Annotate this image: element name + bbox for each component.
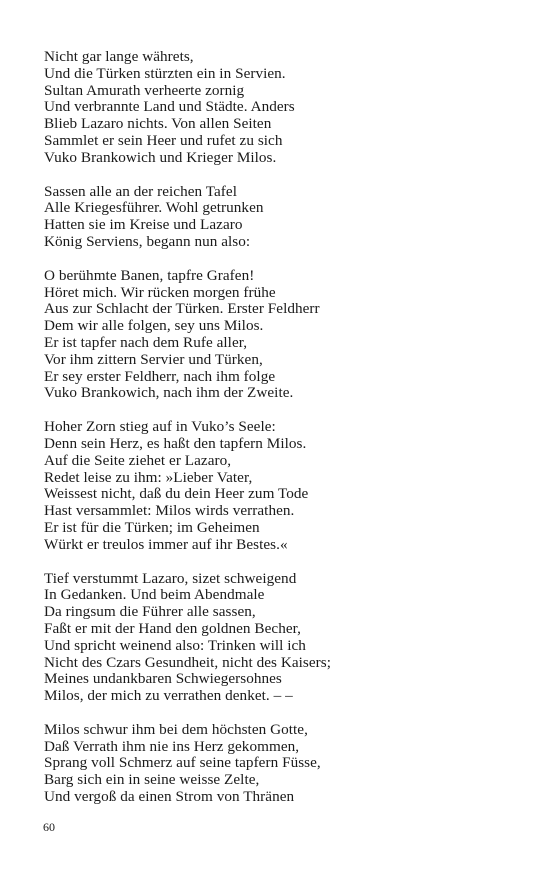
poem-line: Denn sein Herz, es haßt den tapfern Milos. (44, 434, 307, 452)
poem-line: Blieb Lazaro nichts. Von allen Seiten (44, 115, 272, 133)
poem-line: Redet leise zu ihm: »Lieber Vater, (44, 468, 253, 486)
poem-line: Daß Verrath ihm nie ins Herz gekommen, (44, 737, 300, 755)
poem-line: In Gedanken. Und beim Abendmale (44, 586, 265, 604)
stanza-5 (44, 571, 514, 705)
stanza-2 (44, 184, 514, 251)
poem-line: Tief verstummt Lazaro, sizet schweigend (44, 569, 297, 587)
poem-line: Sassen alle an der reichen Tafel (44, 182, 237, 200)
poem-line: Dem wir alle folgen, sey uns Milos. (44, 317, 264, 335)
poem-line: König Serviens, begann nun also: (44, 232, 251, 250)
stanza-3 (44, 268, 514, 402)
poem-line: Und vergoß da einen Strom von Thränen (44, 788, 295, 806)
poem-line: Er sey erster Feldherr, nach ihm folge (44, 367, 276, 385)
stanza-6 (44, 722, 514, 806)
poem-line: Milos schwur ihm bei dem höchsten Gotte, (44, 720, 308, 738)
poem-line: Nicht des Czars Gesundheit, nicht des Kaisers; (44, 653, 331, 671)
poem-line: Da ringsum die Führer alle sassen, (44, 603, 256, 621)
poem-line: Faßt er mit der Hand den goldnen Becher, (44, 619, 301, 637)
poem-line: Alle Kriegesführer. Wohl getrunken (44, 199, 264, 217)
poem-line: Sprang voll Schmerz auf seine tapfern Füsse, (44, 754, 321, 772)
stanza-1 (44, 49, 514, 167)
poem-line: Vuko Brankowich und Krieger Milos. (44, 148, 277, 166)
poem-line: Er ist für die Türken; im Geheimen (44, 518, 260, 536)
poem-line: Er ist tapfer nach dem Rufe aller, (44, 333, 248, 351)
page-number: 60 (43, 820, 55, 834)
poem-text (44, 49, 514, 823)
stanza-4 (44, 419, 514, 553)
poem-line: Vor ihm zittern Servier und Türken, (44, 350, 263, 368)
poem-line: Weissest nicht, daß du dein Heer zum Tode (44, 485, 309, 503)
poem-line: Und spricht weinend also: Trinken will ich (44, 636, 306, 654)
poem-line: O berühmte Banen, tapfre Grafen! (44, 266, 255, 284)
poem-line: Und verbrannte Land und Städte. Anders (44, 98, 295, 116)
poem-line: Und die Türken stürzten ein in Servien. (44, 64, 286, 82)
poem-line: Nicht gar lange währets, (44, 48, 194, 65)
poem-line: Würkt er treulos immer auf ihr Bestes.« (44, 535, 288, 553)
poem-line: Hatten sie im Kreise und Lazaro (44, 216, 243, 234)
poem-line: Vuko Brankowich, nach ihm der Zweite. (44, 384, 294, 402)
poem-line: Meines undankbaren Schwiegersohnes (44, 670, 282, 688)
poem-line: Milos, der mich zu verrathen denket. – – (44, 687, 293, 705)
poem-line: Sultan Amurath verheerte zornig (44, 81, 245, 99)
poem-line: Hast versammlet: Milos wirds verrathen. (44, 502, 295, 520)
poem-line: Hoher Zorn stieg auf in Vuko’s Seele: (44, 418, 276, 436)
poem-line: Sammlet er sein Heer und rufet zu sich (44, 131, 283, 149)
poem-line: Höret mich. Wir rücken morgen frühe (44, 283, 276, 301)
poem-line: Aus zur Schlacht der Türken. Erster Feldherr (44, 300, 320, 318)
poem-line: Barg sich ein in seine weisse Zelte, (44, 771, 260, 789)
poem-line: Auf die Seite ziehet er Lazaro, (44, 451, 232, 469)
